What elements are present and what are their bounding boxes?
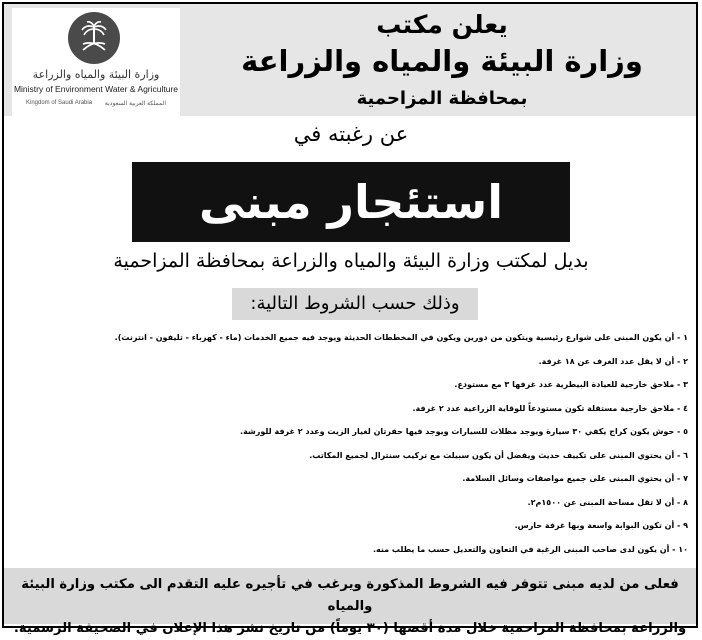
conditions-list — [8, 326, 688, 561]
condition-item: ١٠ - أن يكون لدى صاحب المبنى الرغبة في التعاون والتعديل حسب ما يطلب منه. — [372, 544, 688, 554]
condition-item: ٥ - حوش يكون كراج يكفي ٣٠ سيارة ويوجد مظلات للسيارات ويوجد فيها حفرتان لغيار الزيت وعدد ٢ غرفة للورشة. — [240, 427, 688, 436]
header-ministry-name: وزارة البيئة والمياه والزراعة — [241, 44, 643, 78]
logo-arabic-name: وزارة البيئة والمياه والزراعة — [32, 68, 160, 81]
footer-line1: فعلى من لديه مبنى تتوفر فيه الشروط المذكورة ويرغب في تأجيره عليه التقدم الى مكتب وزارة البيئة والمياه — [21, 577, 679, 614]
footer-note — [4, 568, 696, 636]
conditions-heading: وذلك حسب الشروط التالية: — [232, 288, 478, 320]
intro-text: عن رغبته في — [293, 122, 409, 146]
palm-swords-emblem-icon — [68, 12, 120, 64]
banner-title: استئجار مبنى — [132, 162, 570, 242]
condition-item: ٣ - ملاحق خارجية للعيادة البيطرية عدد غرفها ٣ مع مستودع. — [454, 380, 688, 389]
condition-item: ٨ - أن لا تقل مساحة المبنى عن ١٥٠٠م٢. — [527, 497, 688, 507]
logo-kingdom — [12, 100, 180, 107]
logo-kingdom-ar: المملكة العربية السعودية — [104, 101, 166, 107]
condition-item: ٩ - أن تكون البوابة واسعة وبها غرفة حارس. — [514, 521, 688, 530]
logo-english-name: Ministry of Environment Water & Agriculture — [13, 84, 179, 94]
condition-item: ٦ - أن يحتوي المبنى على تكييف حديث ويفضل أن يكون سبيلت مع تركيب سنترال لجميع المكاتب. — [309, 450, 688, 460]
alternative-text: بديل لمكتب وزارة البيئة والمياه والزراعة بمحافظة المزاحمية — [113, 250, 589, 272]
condition-item: ٤ - ملاحق خارجية مستقلة تكون مستودعاً للوقاية الزراعية عدد ٢ غرفة. — [412, 403, 688, 413]
header-line1: يعلن مكتب — [376, 10, 508, 39]
logo-kingdom-en: Kingdom of Saudi Arabia — [26, 100, 93, 106]
condition-item: ٢ - أن لا يقل عدد الغرف عن ١٨ غرفة. — [538, 356, 688, 366]
condition-item: ١ - أن يكون المبنى على شوارع رئيسية ويتكون من دورين ويكون في المخططات الحديثة ويوجد فيه جميع الخدمات (ماء - كهرباء - تليفون - انترنت). — [114, 333, 688, 342]
condition-item: ٧ - أن يحتوي المبنى على جميع مواصفات وسائل السلامة. — [462, 474, 688, 483]
header-governorate: بمحافظة المزاحمية — [356, 88, 528, 109]
footer-line2: والزراعة بمحافظة المزاحمية خلال مدة أقصها (٣٠ يوماً) من تاريخ نشر هذا الإعلان في الصحيفة الرسمية. — [13, 621, 687, 636]
